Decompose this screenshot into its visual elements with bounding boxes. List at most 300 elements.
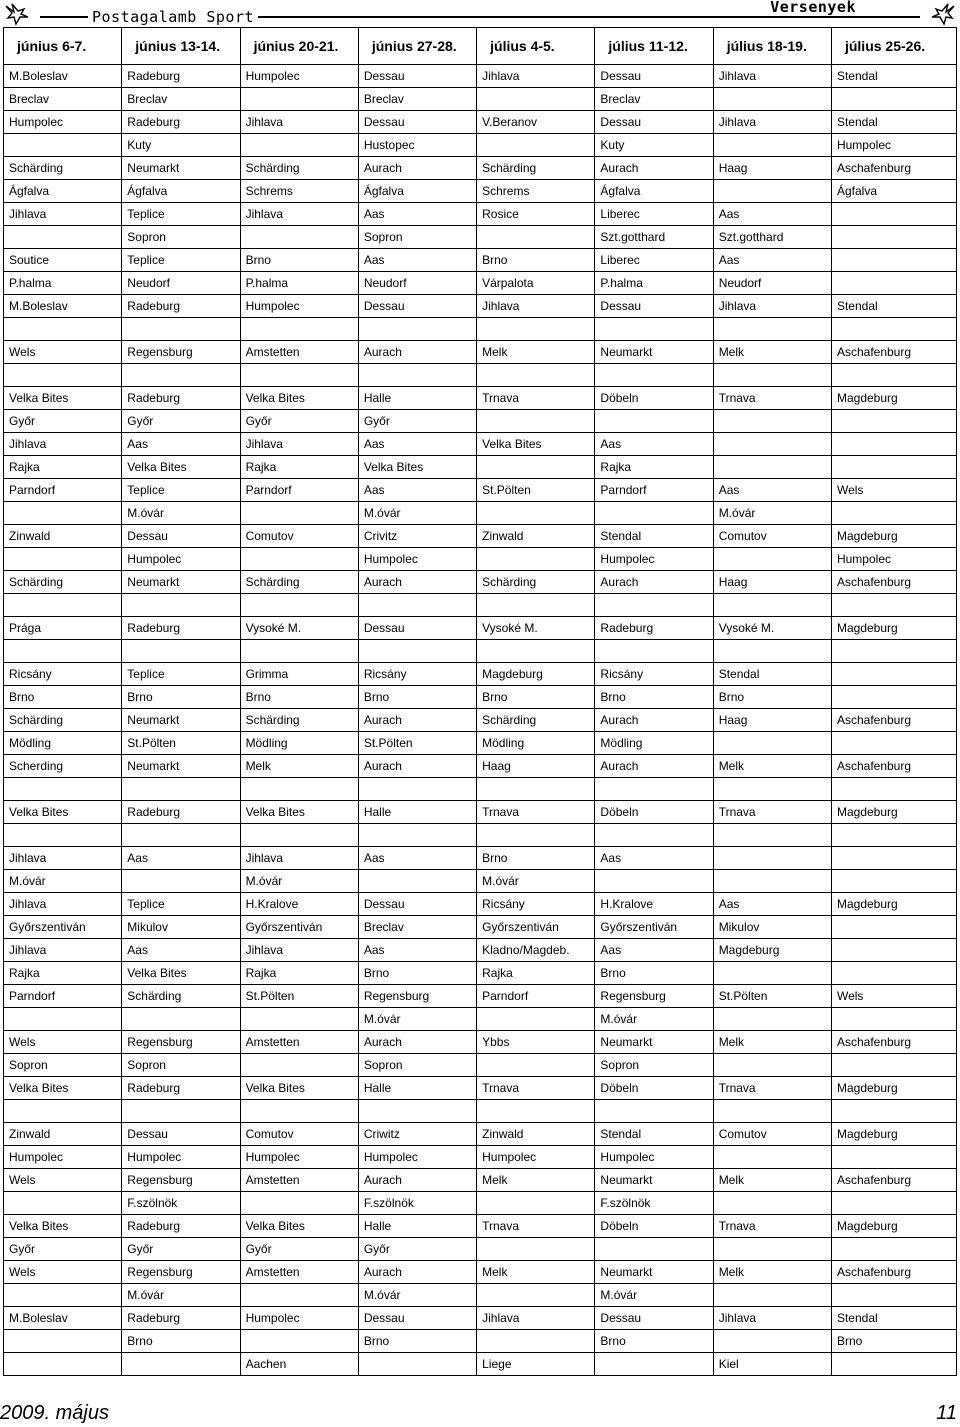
race-location-cell xyxy=(4,502,122,525)
race-location-cell: Comutov xyxy=(240,1123,358,1146)
schedule-row xyxy=(4,65,957,88)
race-location-cell xyxy=(713,1238,831,1261)
race-location-cell: Breclav xyxy=(4,88,122,111)
race-location-cell: Radeburg xyxy=(122,295,240,318)
race-location-cell: Győrszentiván xyxy=(240,916,358,939)
race-location-cell: Neumarkt xyxy=(122,709,240,732)
race-location-cell: Scherding xyxy=(4,755,122,778)
race-location-cell xyxy=(240,1054,358,1077)
race-location-cell xyxy=(240,226,358,249)
race-location-cell: Aas xyxy=(595,939,713,962)
race-location-cell: Aschafenburg xyxy=(831,1261,956,1284)
race-location-cell: Rajka xyxy=(477,962,595,985)
race-location-cell: Jihlava xyxy=(4,203,122,226)
race-location-cell xyxy=(4,1192,122,1215)
race-location-cell xyxy=(477,1100,595,1123)
race-location-cell: Magdeburg xyxy=(831,801,956,824)
race-location-cell: Amstetten xyxy=(240,1261,358,1284)
race-location-cell: Aurach xyxy=(358,1031,476,1054)
race-location-cell: Haag xyxy=(713,157,831,180)
race-location-cell xyxy=(831,732,956,755)
race-location-cell: Comutov xyxy=(713,1123,831,1146)
race-location-cell: Dessau xyxy=(595,1307,713,1330)
schedule-row xyxy=(4,594,957,617)
race-location-cell xyxy=(477,502,595,525)
race-location-cell: Regensburg xyxy=(122,1169,240,1192)
race-location-cell: Humpolec xyxy=(595,548,713,571)
race-location-cell xyxy=(713,1100,831,1123)
schedule-row xyxy=(4,870,957,893)
race-location-cell: Ricsány xyxy=(358,663,476,686)
race-location-cell: Neumarkt xyxy=(122,157,240,180)
schedule-row xyxy=(4,1238,957,1261)
race-location-cell: Humpolec xyxy=(4,1146,122,1169)
race-location-cell: Döbeln xyxy=(595,387,713,410)
schedule-row xyxy=(4,1169,957,1192)
race-location-cell: Dessau xyxy=(358,65,476,88)
race-location-cell xyxy=(595,1353,713,1376)
race-location-cell: H.Kralove xyxy=(240,893,358,916)
race-location-cell xyxy=(713,433,831,456)
page-number: 11 xyxy=(936,1402,957,1424)
race-location-cell: Teplice xyxy=(122,893,240,916)
race-location-cell xyxy=(595,778,713,801)
race-location-cell: Dessau xyxy=(122,525,240,548)
race-location-cell: St.Pölten xyxy=(477,479,595,502)
race-location-cell xyxy=(477,640,595,663)
race-location-cell xyxy=(240,594,358,617)
race-location-cell: Jihlava xyxy=(713,295,831,318)
race-location-cell xyxy=(713,410,831,433)
schedule-row xyxy=(4,111,957,134)
race-location-cell: Magdeburg xyxy=(831,525,956,548)
race-location-cell: Sopron xyxy=(595,1054,713,1077)
race-location-cell: Humpolec xyxy=(240,1146,358,1169)
race-location-cell xyxy=(4,594,122,617)
race-location-cell xyxy=(713,1192,831,1215)
race-location-cell: M.óvár xyxy=(358,1284,476,1307)
schedule-row xyxy=(4,755,957,778)
race-location-cell xyxy=(477,1054,595,1077)
race-location-cell: Wels xyxy=(831,985,956,1008)
race-location-cell xyxy=(595,824,713,847)
race-location-cell: Aas xyxy=(358,479,476,502)
race-location-cell xyxy=(240,778,358,801)
race-location-cell xyxy=(122,594,240,617)
race-location-cell xyxy=(831,686,956,709)
race-location-cell xyxy=(831,203,956,226)
schedule-row xyxy=(4,1192,957,1215)
race-location-cell xyxy=(713,180,831,203)
race-location-cell: Aas xyxy=(713,893,831,916)
race-location-cell: Breclav xyxy=(595,88,713,111)
pigeon-icon xyxy=(2,0,32,28)
race-location-cell: Stendal xyxy=(831,111,956,134)
race-location-cell: Amstetten xyxy=(240,1031,358,1054)
race-location-cell xyxy=(831,1146,956,1169)
race-location-cell: Regensburg xyxy=(122,1031,240,1054)
race-location-cell: Vysoké M. xyxy=(477,617,595,640)
race-location-cell xyxy=(477,594,595,617)
race-location-cell: Magdeburg xyxy=(713,939,831,962)
race-location-cell xyxy=(477,364,595,387)
race-location-cell: P.halma xyxy=(4,272,122,295)
race-location-cell: Magdeburg xyxy=(831,387,956,410)
race-location-cell: Halle xyxy=(358,387,476,410)
race-location-cell: F.szölnök xyxy=(595,1192,713,1215)
race-location-cell: Ricsány xyxy=(477,893,595,916)
race-location-cell xyxy=(240,1284,358,1307)
race-location-cell: Stendal xyxy=(831,65,956,88)
race-location-cell: Ricsány xyxy=(4,663,122,686)
race-location-cell: Melk xyxy=(713,341,831,364)
race-location-cell xyxy=(831,410,956,433)
race-location-cell: Melk xyxy=(713,1261,831,1284)
race-location-cell xyxy=(240,824,358,847)
race-location-cell: P.halma xyxy=(240,272,358,295)
race-location-cell: Schärding xyxy=(477,157,595,180)
race-location-cell: Zinwald xyxy=(4,525,122,548)
race-location-cell xyxy=(358,824,476,847)
race-location-cell: Magdeburg xyxy=(831,893,956,916)
race-location-cell: Melk xyxy=(477,1169,595,1192)
race-location-cell xyxy=(831,1008,956,1031)
race-location-cell: Brno xyxy=(477,249,595,272)
race-location-cell: Kiel xyxy=(713,1353,831,1376)
race-location-cell: Radeburg xyxy=(595,617,713,640)
race-location-cell: Amstetten xyxy=(240,341,358,364)
race-location-cell: Döbeln xyxy=(595,1215,713,1238)
race-location-cell xyxy=(122,824,240,847)
race-location-cell xyxy=(477,410,595,433)
race-location-cell: M.Boleslav xyxy=(4,1307,122,1330)
race-location-cell: Parndorf xyxy=(4,479,122,502)
race-location-cell xyxy=(477,1238,595,1261)
race-location-cell: Stendal xyxy=(595,1123,713,1146)
race-location-cell xyxy=(831,249,956,272)
race-location-cell xyxy=(595,502,713,525)
race-location-cell xyxy=(240,364,358,387)
race-location-cell xyxy=(595,640,713,663)
race-location-cell xyxy=(4,1353,122,1376)
race-location-cell xyxy=(831,939,956,962)
race-location-cell: Rajka xyxy=(4,962,122,985)
race-location-cell: Liege xyxy=(477,1353,595,1376)
race-location-cell xyxy=(595,318,713,341)
race-location-cell xyxy=(595,364,713,387)
race-location-cell: Soutice xyxy=(4,249,122,272)
race-location-cell: Crivitz xyxy=(358,525,476,548)
race-location-cell: Hustopec xyxy=(358,134,476,157)
race-location-cell: Kuty xyxy=(122,134,240,157)
race-location-cell: Aas xyxy=(595,847,713,870)
date-header-cell: június 27-28. xyxy=(358,28,476,65)
race-location-cell: Sopron xyxy=(358,226,476,249)
race-location-cell xyxy=(240,548,358,571)
race-location-cell: Mödling xyxy=(4,732,122,755)
schedule-row xyxy=(4,433,957,456)
race-location-cell: Schrems xyxy=(240,180,358,203)
race-location-cell: Jihlava xyxy=(477,65,595,88)
race-location-cell: Schärding xyxy=(122,985,240,1008)
race-location-cell xyxy=(240,640,358,663)
race-location-cell xyxy=(358,870,476,893)
race-location-cell: Neumarkt xyxy=(595,1261,713,1284)
race-location-cell: Dessau xyxy=(358,893,476,916)
race-location-cell: V.Beranov xyxy=(477,111,595,134)
race-location-cell: Ágfalva xyxy=(4,180,122,203)
race-location-cell: Teplice xyxy=(122,479,240,502)
race-location-cell: Parndorf xyxy=(4,985,122,1008)
schedule-row xyxy=(4,1330,957,1353)
race-location-cell xyxy=(713,88,831,111)
race-location-cell: Győrszentiván xyxy=(477,916,595,939)
schedule-row xyxy=(4,525,957,548)
schedule-row xyxy=(4,410,957,433)
race-location-cell xyxy=(358,318,476,341)
race-location-cell: F.szölnök xyxy=(122,1192,240,1215)
date-header-cell: július 25-26. xyxy=(831,28,956,65)
race-location-cell xyxy=(831,916,956,939)
schedule-row xyxy=(4,1054,957,1077)
race-location-cell: Aurach xyxy=(358,1261,476,1284)
race-location-cell xyxy=(122,1353,240,1376)
race-location-cell xyxy=(240,134,358,157)
race-location-cell: Jihlava xyxy=(713,65,831,88)
race-location-cell: Ricsány xyxy=(595,663,713,686)
schedule-row xyxy=(4,893,957,916)
race-location-cell xyxy=(831,226,956,249)
race-location-cell: Humpolec xyxy=(122,548,240,571)
race-location-cell: Dessau xyxy=(358,1307,476,1330)
race-location-cell: Radeburg xyxy=(122,1307,240,1330)
race-location-cell: Halle xyxy=(358,801,476,824)
race-location-cell xyxy=(713,778,831,801)
race-location-cell: M.Boleslav xyxy=(4,295,122,318)
race-location-cell: St.Pölten xyxy=(122,732,240,755)
race-location-cell: St.Pölten xyxy=(713,985,831,1008)
race-location-cell xyxy=(122,778,240,801)
race-location-cell: Sopron xyxy=(122,226,240,249)
race-location-cell: Velka Bites xyxy=(4,387,122,410)
race-location-cell: Mödling xyxy=(240,732,358,755)
race-location-cell: Neudorf xyxy=(358,272,476,295)
race-location-cell: H.Kralove xyxy=(595,893,713,916)
race-location-cell xyxy=(4,1100,122,1123)
race-location-cell xyxy=(831,318,956,341)
date-header-cell: július 18-19. xyxy=(713,28,831,65)
race-location-cell: Brno xyxy=(122,1330,240,1353)
race-location-cell xyxy=(713,594,831,617)
schedule-row xyxy=(4,1008,957,1031)
race-location-cell xyxy=(358,640,476,663)
race-location-cell: Győr xyxy=(358,1238,476,1261)
race-location-cell: Sopron xyxy=(4,1054,122,1077)
race-location-cell: Brno xyxy=(240,686,358,709)
race-location-cell: Zinwald xyxy=(4,1123,122,1146)
race-location-cell: Velka Bites xyxy=(240,1077,358,1100)
race-location-cell: Teplice xyxy=(122,203,240,226)
race-location-cell: Melk xyxy=(713,1169,831,1192)
race-location-cell: Aas xyxy=(713,479,831,502)
race-location-cell: Halle xyxy=(358,1077,476,1100)
race-location-cell xyxy=(477,1008,595,1031)
issue-date: 2009. május xyxy=(0,1402,109,1424)
race-location-cell: Velka Bites xyxy=(240,801,358,824)
schedule-row xyxy=(4,249,957,272)
race-location-cell: Brno xyxy=(831,1330,956,1353)
race-location-cell xyxy=(831,1238,956,1261)
race-location-cell: Győr xyxy=(4,1238,122,1261)
race-location-cell: Aurach xyxy=(358,157,476,180)
race-location-cell: Dessau xyxy=(595,65,713,88)
race-location-cell: Melk xyxy=(713,1031,831,1054)
race-location-cell xyxy=(831,847,956,870)
race-location-cell: Aurach xyxy=(595,157,713,180)
date-header-cell: június 13-14. xyxy=(122,28,240,65)
race-location-cell xyxy=(713,870,831,893)
race-location-cell xyxy=(831,870,956,893)
race-location-cell: Humpolec xyxy=(240,65,358,88)
schedule-row xyxy=(4,341,957,364)
schedule-row xyxy=(4,1261,957,1284)
race-location-cell: Ágfalva xyxy=(831,180,956,203)
race-location-cell: Mikulov xyxy=(713,916,831,939)
race-location-cell: Jihlava xyxy=(240,433,358,456)
race-location-cell: Győr xyxy=(4,410,122,433)
race-location-cell: Jihlava xyxy=(713,1307,831,1330)
schedule-row xyxy=(4,134,957,157)
race-location-cell: M.óvár xyxy=(713,502,831,525)
schedule-row xyxy=(4,1123,957,1146)
race-location-cell: Aschafenburg xyxy=(831,755,956,778)
race-location-cell: Aas xyxy=(122,939,240,962)
race-location-cell: Comutov xyxy=(240,525,358,548)
race-location-cell: Szt.gotthard xyxy=(595,226,713,249)
race-location-cell xyxy=(831,1054,956,1077)
race-location-cell: Velka Bites xyxy=(477,433,595,456)
schedule-row xyxy=(4,939,957,962)
race-location-cell xyxy=(477,226,595,249)
date-header-cell: június 20-21. xyxy=(240,28,358,65)
race-location-cell: Dessau xyxy=(595,295,713,318)
race-location-cell: Győr xyxy=(122,1238,240,1261)
race-location-cell: Magdeburg xyxy=(831,1077,956,1100)
race-location-cell: Ágfalva xyxy=(358,180,476,203)
schedule-row xyxy=(4,663,957,686)
race-location-cell: Humpolec xyxy=(358,1146,476,1169)
race-location-cell: Mikulov xyxy=(122,916,240,939)
race-location-cell xyxy=(4,548,122,571)
race-location-cell: Melk xyxy=(713,755,831,778)
race-location-cell: Wels xyxy=(4,1031,122,1054)
race-location-cell: Velka Bites xyxy=(358,456,476,479)
page-header xyxy=(0,0,960,30)
race-location-cell: Ybbs xyxy=(477,1031,595,1054)
race-location-cell xyxy=(713,1146,831,1169)
race-location-cell xyxy=(240,502,358,525)
race-location-cell: Aas xyxy=(122,433,240,456)
race-location-cell: M.óvár xyxy=(240,870,358,893)
race-location-cell xyxy=(713,847,831,870)
race-location-cell: Dessau xyxy=(358,111,476,134)
race-location-cell: Liberec xyxy=(595,249,713,272)
race-location-cell xyxy=(713,1330,831,1353)
race-location-cell xyxy=(358,1353,476,1376)
race-location-cell: Trnava xyxy=(477,801,595,824)
race-location-cell: Kuty xyxy=(595,134,713,157)
race-location-cell: Regensburg xyxy=(122,1261,240,1284)
race-location-cell: Jihlava xyxy=(4,433,122,456)
race-location-cell: Neumarkt xyxy=(122,755,240,778)
race-location-cell: Radeburg xyxy=(122,617,240,640)
schedule-row xyxy=(4,364,957,387)
race-location-cell: Stendal xyxy=(831,1307,956,1330)
race-location-cell xyxy=(595,410,713,433)
race-location-cell: F.szölnök xyxy=(358,1192,476,1215)
race-location-cell: Humpolec xyxy=(358,548,476,571)
race-location-cell: Jihlava xyxy=(477,295,595,318)
race-location-cell xyxy=(4,1008,122,1031)
race-location-cell xyxy=(831,88,956,111)
race-location-cell: Breclav xyxy=(122,88,240,111)
race-location-cell: Humpolec xyxy=(122,1146,240,1169)
race-location-cell: Jihlava xyxy=(4,939,122,962)
race-location-cell: Radeburg xyxy=(122,1215,240,1238)
race-location-cell: Radeburg xyxy=(122,1077,240,1100)
race-location-cell xyxy=(122,364,240,387)
race-location-cell: M.óvár xyxy=(122,502,240,525)
race-location-cell: Radeburg xyxy=(122,65,240,88)
date-header-cell: július 11-12. xyxy=(595,28,713,65)
race-location-cell: Dessau xyxy=(358,295,476,318)
race-location-cell: Neudorf xyxy=(713,272,831,295)
race-location-cell: M.óvár xyxy=(595,1008,713,1031)
race-location-cell xyxy=(358,1100,476,1123)
race-location-cell: Dessau xyxy=(358,617,476,640)
schedule-row xyxy=(4,1031,957,1054)
race-location-cell: Humpolec xyxy=(240,295,358,318)
race-location-cell: Zinwald xyxy=(477,525,595,548)
race-location-cell: Aschafenburg xyxy=(831,1031,956,1054)
race-location-cell: M.óvár xyxy=(358,1008,476,1031)
schedule-row xyxy=(4,1353,957,1376)
race-location-cell: Wels xyxy=(4,1261,122,1284)
date-header-cell: június 6-7. xyxy=(4,28,122,65)
schedule-row xyxy=(4,847,957,870)
race-location-cell xyxy=(4,640,122,663)
race-location-cell xyxy=(713,1284,831,1307)
race-location-cell xyxy=(713,962,831,985)
schedule-row xyxy=(4,203,957,226)
race-location-cell: Jihlava xyxy=(240,111,358,134)
race-location-cell: M.Boleslav xyxy=(4,65,122,88)
race-location-cell: Radeburg xyxy=(122,387,240,410)
schedule-row xyxy=(4,801,957,824)
race-location-cell: Schärding xyxy=(240,571,358,594)
race-location-cell: Aurach xyxy=(595,709,713,732)
race-location-cell: Aschafenburg xyxy=(831,1169,956,1192)
race-location-cell: Zinwald xyxy=(477,1123,595,1146)
race-location-cell: Magdeburg xyxy=(831,617,956,640)
race-location-cell: Humpolec xyxy=(595,1146,713,1169)
race-location-cell xyxy=(4,318,122,341)
race-location-cell: Humpolec xyxy=(240,1307,358,1330)
race-location-cell xyxy=(122,318,240,341)
date-header-row xyxy=(4,28,957,65)
race-location-cell: Győrszentiván xyxy=(595,916,713,939)
race-location-cell: Brno xyxy=(713,686,831,709)
